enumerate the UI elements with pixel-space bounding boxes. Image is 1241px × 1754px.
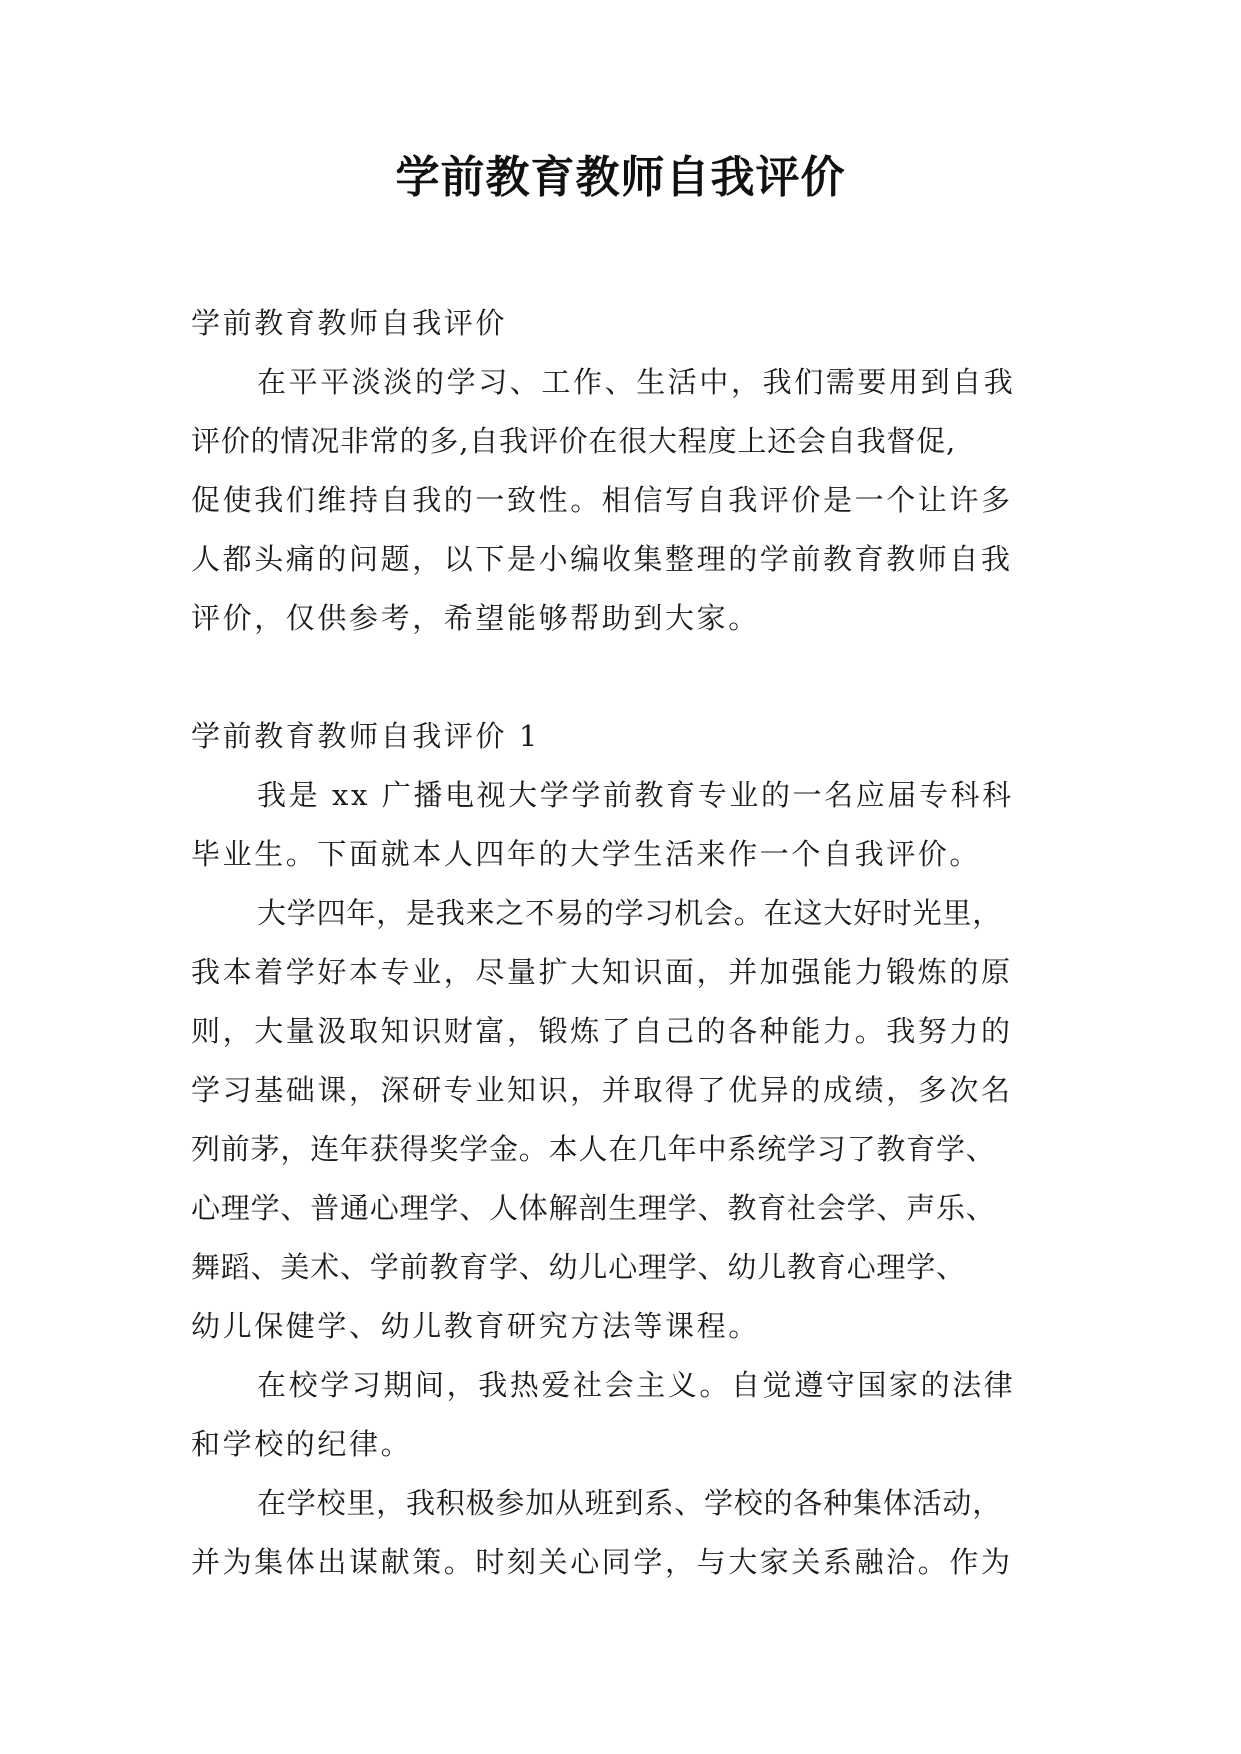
paragraph-line: 并为集体出谋献策。时刻关心同学，与大家关系融洽。作为 (191, 1545, 1013, 1579)
paragraph-line: 在校学习期间，我热爱社会主义。自觉遵守国家的法律 (257, 1368, 1016, 1402)
paragraph-line: 在学校里，我积极参加从班到系、学校的各种集体活动， (257, 1486, 1003, 1520)
paragraph-line: 心理学、普通心理学、人体解剖生理学、教育社会学、声乐、 (191, 1191, 996, 1225)
paragraph-line: 列前茅，连年获得奖学金。本人在几年中系统学习了教育学、 (191, 1132, 996, 1166)
paragraph-line: 幼儿保健学、幼儿教育研究方法等课程。 (191, 1309, 760, 1343)
document-body (191, 294, 1051, 1592)
paragraph-line: 毕业生。下面就本人四年的大学生活来作一个自我评价。 (191, 837, 982, 871)
paragraph-line: 我本着学好本专业，尽量扩大知识面，并加强能力锻炼的原 (191, 955, 1013, 989)
paragraph-line: 和学校的纪律。 (191, 1427, 413, 1461)
intro-paragraph-line: 评价，仅供参考，希望能够帮助到大家。 (191, 601, 760, 635)
paragraph-line: 舞蹈、美术、学前教育学、幼儿心理学、幼儿教育心理学、 (191, 1250, 966, 1284)
intro-paragraph-line: 促使我们维持自我的一致性。相信写自我评价是一个让许多 (191, 483, 1013, 517)
paragraph-line: 则，大量汲取知识财富，锻炼了自己的各种能力。我努力的 (191, 1014, 1013, 1048)
paragraph-line: 我是 xx 广播电视大学学前教育专业的一名应届专科科 (257, 778, 1014, 812)
section-spacer (191, 648, 1051, 707)
document-title: 学前教育教师自我评价 (395, 152, 846, 203)
intro-heading: 学前教育教师自我评价 (191, 306, 508, 340)
paragraph-line: 学习基础课，深研专业知识，并取得了优异的成绩，多次名 (191, 1073, 1013, 1107)
intro-paragraph-line: 评价的情况非常的多,自我评价在很大程度上还会自我督促, (191, 424, 957, 458)
intro-paragraph-line: 人都头痛的问题，以下是小编收集整理的学前教育教师自我 (191, 542, 1013, 576)
section-heading: 学前教育教师自我评价 1 (191, 719, 540, 753)
paragraph-line: 大学四年，是我来之不易的学习机会。在这大好时光里， (257, 896, 1003, 930)
intro-paragraph-line: 在平平淡淡的学习、工作、生活中，我们需要用到自我 (257, 365, 1016, 399)
